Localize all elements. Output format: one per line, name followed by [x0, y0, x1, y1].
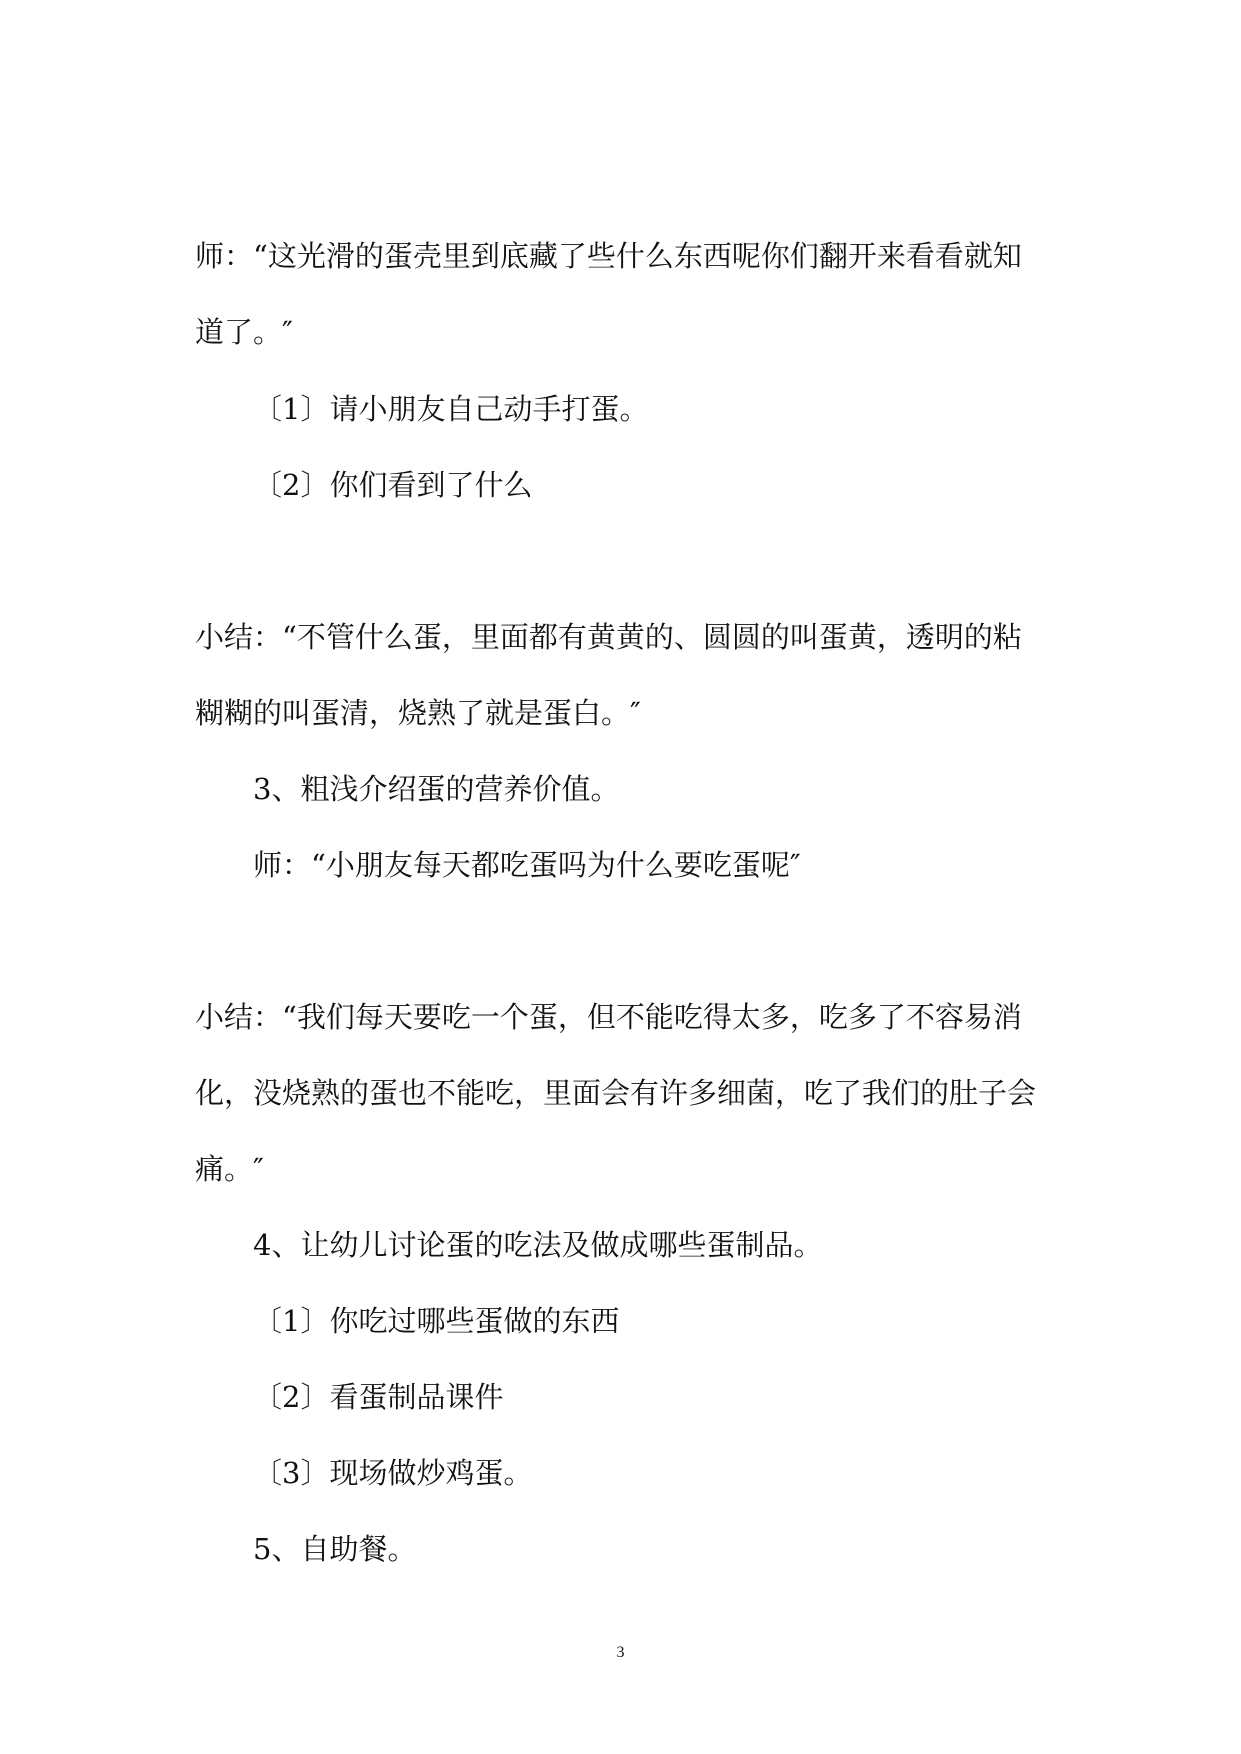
page-number: 3 [616, 1644, 625, 1661]
list-item: 〔1〕你吃过哪些蛋做的东西 [253, 1304, 620, 1338]
paragraph-line: 道了。″ [195, 315, 293, 349]
section-heading: 4、让幼儿讨论蛋的吃法及做成哪些蛋制品。 [253, 1228, 823, 1262]
summary-line: 小结：“我们每天要吃一个蛋，但不能吃得太多，吃多了不容易消 [195, 1000, 1022, 1034]
list-item: 〔3〕现场做炒鸡蛋。 [253, 1456, 533, 1490]
summary-line: 化，没烧熟的蛋也不能吃，里面会有许多细菌，吃了我们的肚子会 [195, 1076, 1037, 1110]
summary-line: 糊糊的叫蛋清，烧熟了就是蛋白。″ [195, 696, 641, 730]
section-heading: 5、自助餐。 [253, 1532, 417, 1566]
list-item: 〔2〕看蛋制品课件 [253, 1380, 504, 1414]
paragraph-line: 师：“小朋友每天都吃蛋吗为什么要吃蛋呢″ [253, 848, 801, 882]
section-heading: 3、粗浅介绍蛋的营养价值。 [253, 772, 620, 806]
paragraph-line: 师：“这光滑的蛋壳里到底藏了些什么东西呢你们翻开来看看就知 [195, 239, 1022, 273]
summary-line: 痛。″ [195, 1152, 264, 1186]
list-item: 〔1〕请小朋友自己动手打蛋。 [253, 392, 649, 426]
list-item: 〔2〕你们看到了什么 [253, 468, 533, 502]
summary-line: 小结：“不管什么蛋，里面都有黄黄的、圆圆的叫蛋黄，透明的粘 [195, 620, 1022, 654]
